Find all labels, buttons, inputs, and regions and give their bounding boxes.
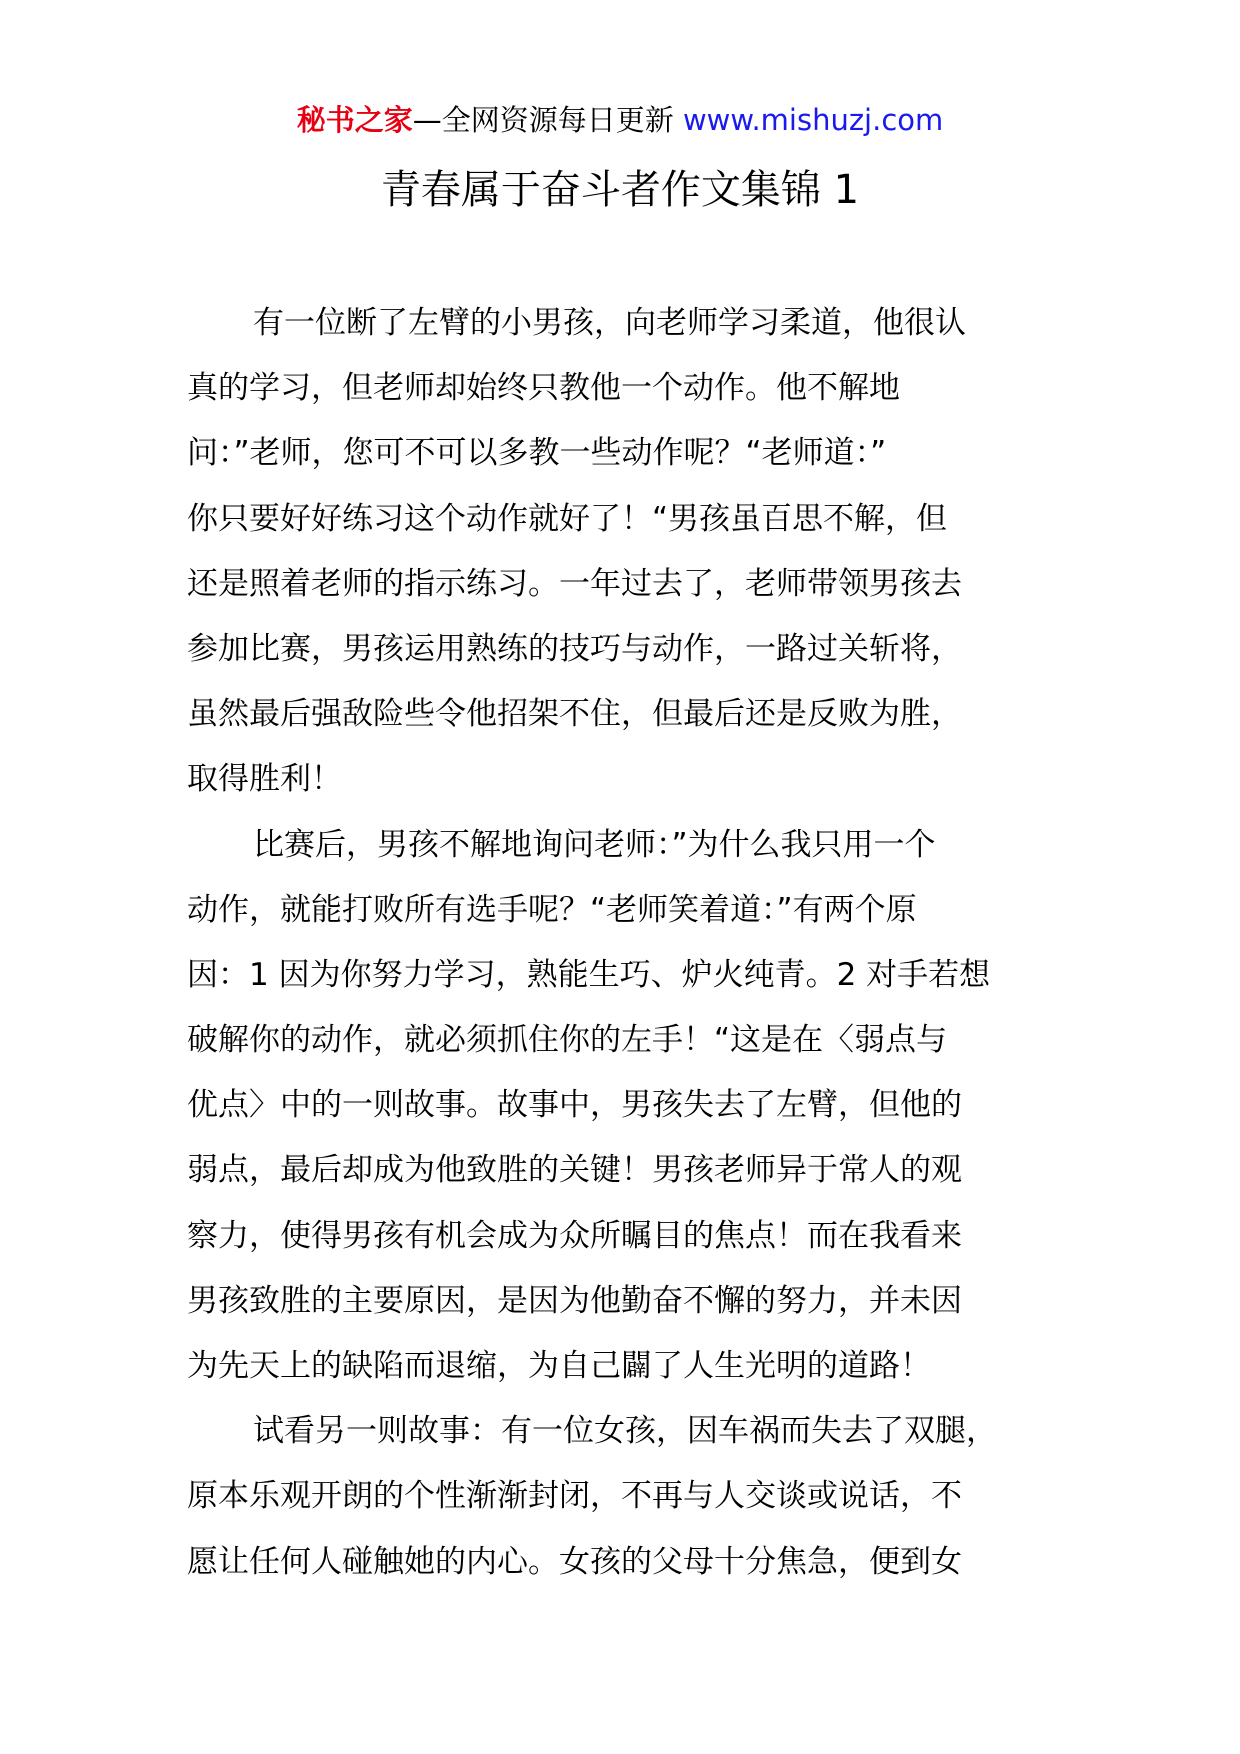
text-line: 取得胜利！ (187, 761, 342, 798)
text-line: 男孩致胜的主要原因，是因为他勤奋不懈的努力，并未因 (187, 1282, 962, 1319)
document-body (187, 291, 1047, 1595)
text-line: 比赛后，男孩不解地询问老师：”为什么我只用一个 (253, 826, 936, 863)
text-line: 参加比赛，男孩运用熟练的技巧与动作，一路过关斩将， (187, 630, 962, 667)
site-header (0, 100, 1240, 140)
text-line: 愿让任何人碰触她的内心。女孩的父母十分焦急，便到女 (187, 1543, 962, 1580)
paragraph (187, 813, 1047, 1400)
paragraph (187, 1399, 1047, 1595)
text-line: 破解你的动作，就必须抓住你的左手！“这是在〈弱点与 (187, 1022, 948, 1059)
text-line: 原本乐观开朗的个性渐渐封闭，不再与人交谈或说话，不 (187, 1478, 962, 1515)
site-url-link[interactable]: www.mishuzj.com (682, 103, 944, 137)
paragraph (187, 291, 1047, 813)
text-line: 因：1 因为你努力学习，熟能生巧、炉火纯青。2 对手若想 (187, 956, 991, 993)
site-slogan: —全网资源每日更新 (412, 103, 674, 137)
text-line: 弱点，最后却成为他致胜的关键！男孩老师异于常人的观 (187, 1152, 962, 1189)
text-line: 察力，使得男孩有机会成为众所瞩目的焦点！而在我看来 (187, 1217, 962, 1254)
text-line: 问：”老师，您可不可以多教一些动作呢？“老师道：” (187, 435, 887, 472)
text-line: 有一位断了左臂的小男孩，向老师学习柔道，他很认 (253, 305, 966, 341)
text-line: 动作，就能打败所有选手呢？“老师笑着道：”有两个原 (187, 891, 917, 928)
text-line: 还是照着老师的指示练习。一年过去了，老师带领男孩去 (187, 565, 962, 602)
text-line: 为先天上的缺陷而退缩，为自己闢了人生光明的道路！ (187, 1348, 931, 1384)
site-brand: 秘书之家 (296, 103, 413, 137)
text-line: 虽然最后强敌险些令他招架不住，但最后还是反败为胜， (187, 696, 962, 733)
text-line: 真的学习，但老师却始终只教他一个动作。他不解地 (187, 370, 900, 407)
text-line: 试看另一则故事：有一位女孩，因车祸而失去了双腿， (253, 1413, 997, 1450)
text-line: 你只要好好练习这个动作就好了！“男孩虽百思不解，但 (187, 500, 948, 537)
document-title: 青春属于奋斗者作文集锦 1 (380, 167, 860, 213)
text-line: 优点〉中的一则故事。故事中，男孩失去了左臂，但他的 (187, 1087, 962, 1124)
